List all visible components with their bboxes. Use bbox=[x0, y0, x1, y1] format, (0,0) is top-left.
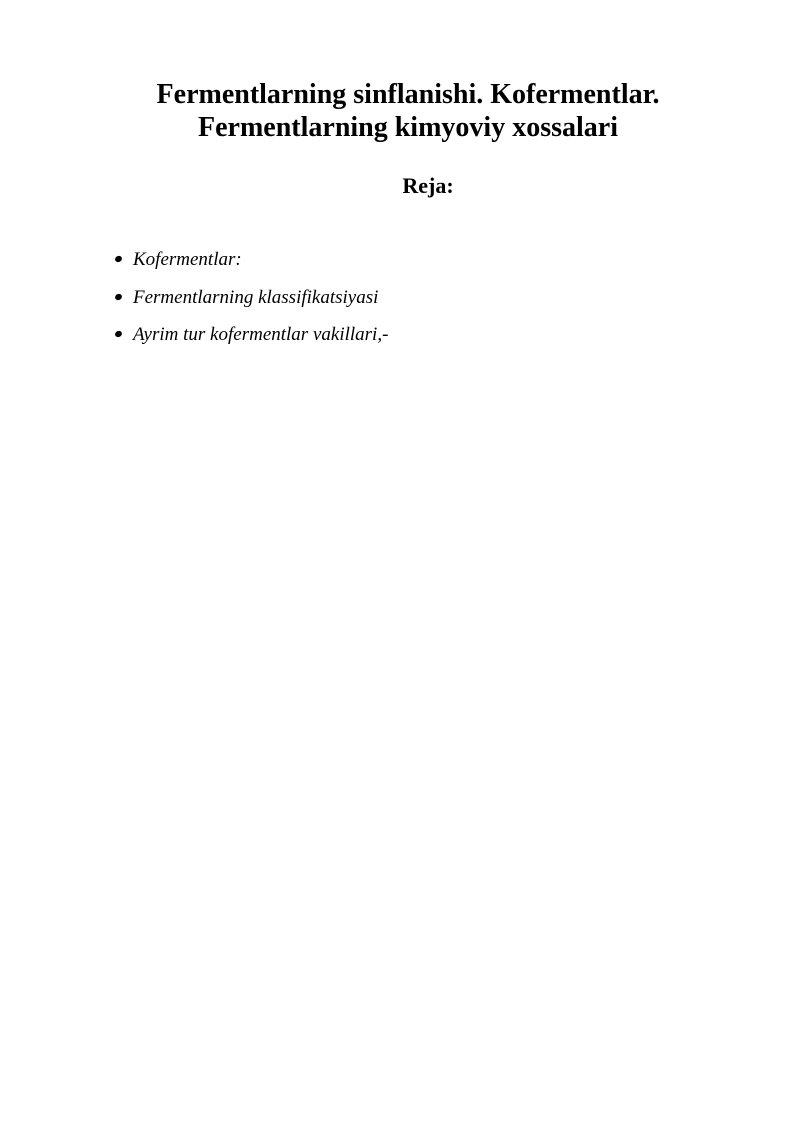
title-line-1: Fermentlarning sinflanishi. Kofermentlar. bbox=[156, 79, 660, 110]
bullet-icon bbox=[114, 292, 123, 300]
plan-heading: Reja: bbox=[402, 173, 454, 198]
title-line-2: Fermentlarning kimyoviy xossalari bbox=[198, 112, 618, 143]
plan-item-text: Kofermentlar: bbox=[133, 249, 242, 270]
list-item bbox=[113, 284, 388, 322]
page-title bbox=[100, 78, 716, 144]
plan-item-text: Ayrim tur kofermentlar vakillari,- bbox=[133, 324, 389, 345]
plan-list bbox=[113, 246, 388, 359]
plan-item-text: Fermentlarning klassifikatsiyasi bbox=[133, 286, 379, 308]
list-item bbox=[113, 246, 388, 284]
list-item bbox=[113, 321, 388, 359]
bullet-icon bbox=[114, 255, 123, 263]
bullet-icon bbox=[114, 330, 123, 338]
